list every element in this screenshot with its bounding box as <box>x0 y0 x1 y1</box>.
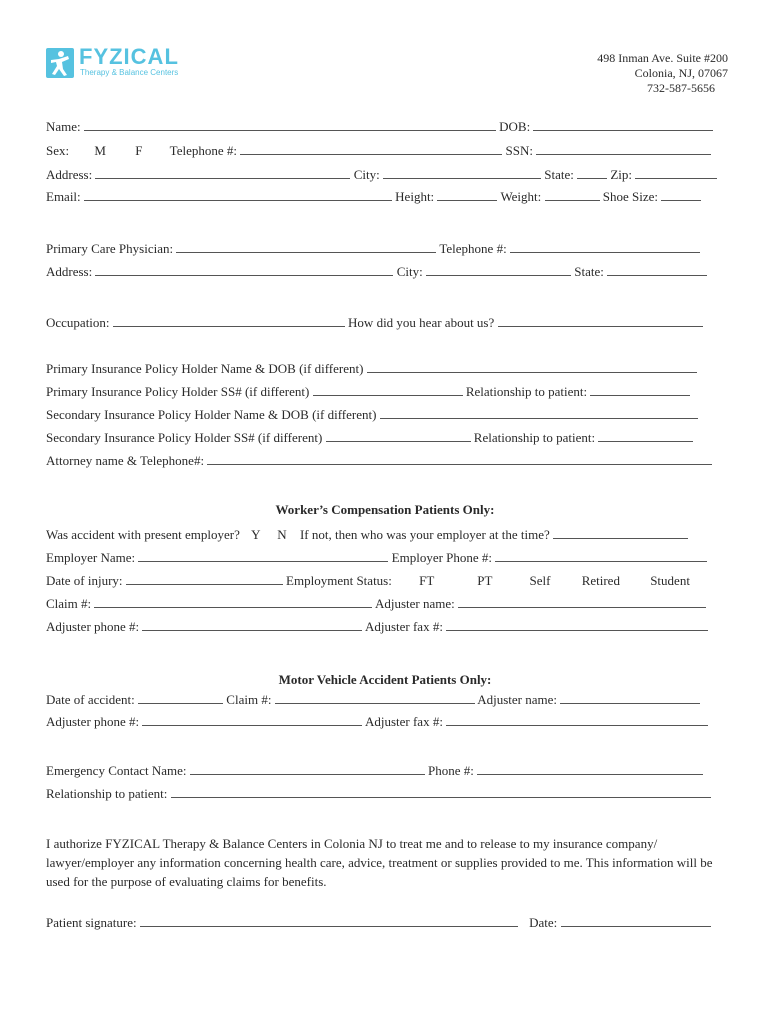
pcp-address-row <box>46 264 707 279</box>
secondary-holder-field[interactable] <box>380 407 698 419</box>
present-employer-question: Was accident with present employer? <box>46 527 240 542</box>
wc-adjuster-fax-label: Adjuster fax #: <box>364 619 443 634</box>
mva-adjuster-fax-field[interactable] <box>446 714 708 726</box>
wc-adjuster-name-field[interactable] <box>458 596 706 608</box>
mva-adjuster-phone-field[interactable] <box>142 714 362 726</box>
prior-employer-field[interactable] <box>553 527 688 539</box>
name-label: Name: <box>46 119 81 134</box>
pcp-state-field[interactable] <box>607 264 707 276</box>
occupation-row <box>46 315 703 330</box>
pcp-label: Primary Care Physician: <box>46 241 174 256</box>
attorney-field[interactable] <box>207 453 712 465</box>
employer-phone-label: Employer Phone #: <box>391 550 493 565</box>
sex-f-option[interactable]: F <box>135 143 143 158</box>
secondary-holder-row <box>46 407 698 422</box>
dob-label: DOB: <box>499 119 531 134</box>
telephone-label: Telephone #: <box>169 143 237 158</box>
pcp-address-label: Address: <box>46 264 93 279</box>
wc-adjuster-fax-field[interactable] <box>446 619 708 631</box>
pcp-field[interactable] <box>176 241 436 253</box>
prior-employer-question: If not, then who was your employer at the time? <box>299 527 550 542</box>
injury-date-label: Date of injury: <box>46 573 123 588</box>
mva-heading: Motor Vehicle Accident Patients Only: <box>278 672 492 687</box>
logo-tagline: Therapy & Balance Centers <box>80 68 179 77</box>
mva-adjuster-name-field[interactable] <box>560 692 700 704</box>
employer-name-field[interactable] <box>138 550 388 562</box>
mva-claim-field[interactable] <box>275 692 475 704</box>
secondary-ss-label: Secondary Insurance Policy Holder SS# (if different) <box>46 430 323 445</box>
logo-name: FYZICAL <box>79 44 179 69</box>
mva-adjuster-name-label: Adjuster name: <box>477 692 558 707</box>
secondary-ss-row <box>46 430 693 445</box>
logo-mark <box>46 48 74 78</box>
pcp-city-field[interactable] <box>426 264 571 276</box>
sex-row <box>46 143 711 158</box>
referral-source-field[interactable] <box>498 315 703 327</box>
pcp-address-field[interactable] <box>95 264 393 276</box>
attorney-label: Attorney name & Telephone#: <box>46 453 205 468</box>
wc-adjuster-phone-label: Adjuster phone #: <box>46 619 140 634</box>
referral-source-label: How did you hear about us? <box>348 315 495 330</box>
attorney-row <box>46 453 712 468</box>
status-ft-option[interactable]: FT <box>419 573 435 588</box>
height-label: Height: <box>395 189 435 204</box>
secondary-relationship-field[interactable] <box>598 430 693 442</box>
employer-phone-field[interactable] <box>495 550 707 562</box>
primary-ss-row <box>46 384 690 399</box>
emergency-contact-row <box>46 763 703 778</box>
emergency-contact-field[interactable] <box>190 763 425 775</box>
city-field[interactable] <box>383 167 541 179</box>
secondary-ss-field[interactable] <box>326 430 471 442</box>
answer-yes[interactable]: Y <box>251 527 261 542</box>
shoe-size-label: Shoe Size: <box>602 189 659 204</box>
primary-relationship-label: Relationship to patient: <box>465 384 588 399</box>
emergency-phone-label: Phone #: <box>428 763 474 778</box>
wc-claim-label: Claim #: <box>46 596 92 611</box>
emergency-relationship-label: Relationship to patient: <box>46 786 168 801</box>
emergency-phone-field[interactable] <box>477 763 703 775</box>
pcp-city-label: City: <box>396 264 423 279</box>
pcp-telephone-label: Telephone #: <box>439 241 507 256</box>
ssn-field[interactable] <box>536 143 711 155</box>
answer-no[interactable]: N <box>277 527 287 542</box>
weight-label: Weight: <box>500 189 542 204</box>
signature-date-label: Date: <box>529 915 558 930</box>
wc-adjuster-name-label: Adjuster name: <box>374 596 455 611</box>
pcp-state-label: State: <box>574 264 604 279</box>
mva-accident-row <box>46 692 700 707</box>
sex-m-option[interactable]: M <box>94 143 106 158</box>
telephone-field[interactable] <box>240 143 502 155</box>
employer-row <box>46 550 707 565</box>
employment-status-label: Employment Status: <box>286 573 392 588</box>
signature-date-field[interactable] <box>561 915 711 927</box>
emergency-contact-label: Emergency Contact Name: <box>46 763 187 778</box>
occupation-label: Occupation: <box>46 315 110 330</box>
clinic-phone: 732-587-5656 <box>647 81 715 95</box>
address-row <box>46 167 717 182</box>
emergency-relationship-row <box>46 786 711 801</box>
address-field[interactable] <box>95 167 350 179</box>
sex-label: Sex: <box>46 143 70 158</box>
wc-claim-row <box>46 596 706 611</box>
figure-icon <box>46 48 74 78</box>
mva-adjuster-phone-label: Adjuster phone #: <box>46 714 140 729</box>
mva-accident-date-field[interactable] <box>138 692 223 704</box>
mva-accident-date-label: Date of accident: <box>46 692 135 707</box>
name-field[interactable] <box>84 119 496 131</box>
address-label: Address: <box>46 167 93 182</box>
clinic-address-line2: Colonia, NJ, 07067 <box>634 66 728 80</box>
dob-field[interactable] <box>533 119 713 131</box>
height-field[interactable] <box>437 189 497 201</box>
signature-label: Patient signature: <box>46 915 137 930</box>
primary-ss-field[interactable] <box>313 384 463 396</box>
primary-holder-field[interactable] <box>367 361 697 373</box>
mva-claim-label: Claim #: <box>226 692 272 707</box>
injury-date-field[interactable] <box>126 573 283 585</box>
primary-ss-label: Primary Insurance Policy Holder SS# (if different) <box>46 384 310 399</box>
email-row <box>46 189 701 204</box>
name-row <box>46 119 713 134</box>
city-label: City: <box>353 167 380 182</box>
secondary-relationship-label: Relationship to patient: <box>473 430 596 445</box>
wc-adjuster-contact-row <box>46 619 708 634</box>
pcp-telephone-field[interactable] <box>510 241 700 253</box>
employer-question-row <box>46 527 688 542</box>
state-field[interactable] <box>577 167 607 179</box>
signature-field[interactable] <box>140 915 518 927</box>
occupation-field[interactable] <box>113 315 345 327</box>
zip-label: Zip: <box>610 167 633 182</box>
authorization-text: I authorize FYZICAL Therapy & Balance Centers in Colonia NJ to treat me and to release to my insurance company/ lawyer/employer any information concerning health care, advice, treatment or supplies provided to me. This information will be used for the purpose of evaluating claims for benefits. <box>46 836 713 889</box>
primary-holder-row <box>46 361 697 376</box>
injury-row <box>46 573 690 588</box>
ssn-label: SSN: <box>505 143 533 158</box>
wc-claim-field[interactable] <box>94 596 372 608</box>
employer-name-label: Employer Name: <box>46 550 136 565</box>
secondary-holder-label: Secondary Insurance Policy Holder Name & DOB (if different) <box>46 407 377 422</box>
status-pt-option[interactable]: PT <box>477 573 493 588</box>
status-self-option[interactable]: Self <box>529 573 551 588</box>
signature-row <box>46 915 711 930</box>
status-student-option[interactable]: Student <box>650 573 690 588</box>
workers-comp-heading: Worker’s Compensation Patients Only: <box>275 502 495 517</box>
email-field[interactable] <box>84 189 392 201</box>
mva-adjuster-contact-row <box>46 714 708 729</box>
pcp-row <box>46 241 700 256</box>
emergency-relationship-field[interactable] <box>171 786 711 798</box>
mva-adjuster-fax-label: Adjuster fax #: <box>364 714 443 729</box>
email-label: Email: <box>46 189 81 204</box>
primary-holder-label: Primary Insurance Policy Holder Name & DOB (if different) <box>46 361 364 376</box>
weight-field[interactable] <box>545 189 600 201</box>
clinic-address-line1: 498 Inman Ave. Suite #200 <box>597 51 728 65</box>
wc-adjuster-phone-field[interactable] <box>142 619 362 631</box>
primary-relationship-field[interactable] <box>590 384 690 396</box>
status-retired-option[interactable]: Retired <box>581 573 620 588</box>
state-label: State: <box>544 167 574 182</box>
zip-field[interactable] <box>635 167 717 179</box>
shoe-size-field[interactable] <box>661 189 701 201</box>
